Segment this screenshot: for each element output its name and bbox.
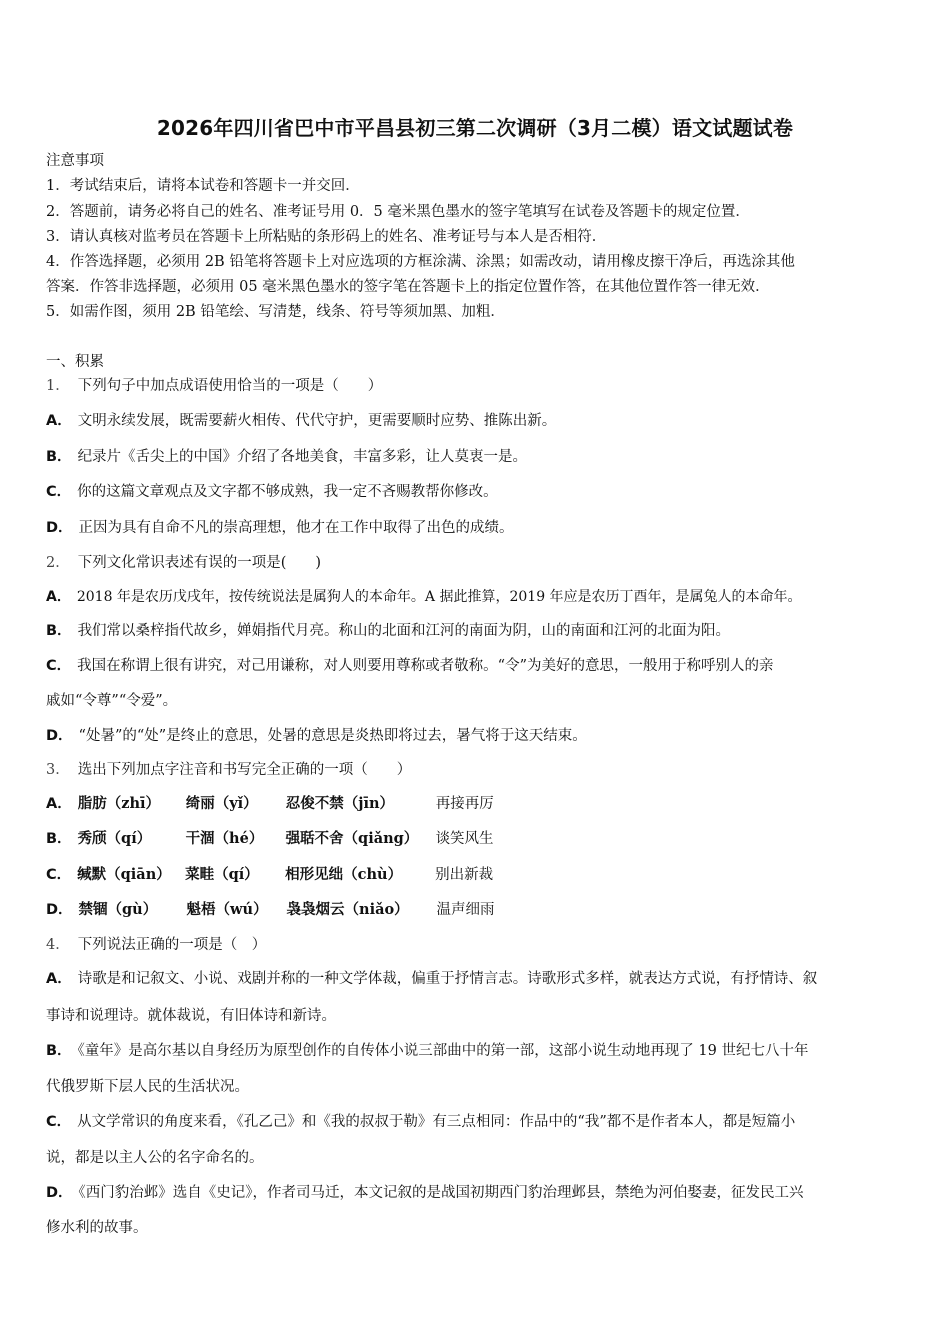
q3-option-a [46, 794, 494, 814]
option-cell: 菜畦（qí） [185, 866, 259, 883]
q4-option-c [46, 1112, 795, 1132]
option-cell: 强聒不舍（qiǎng） [285, 830, 419, 847]
option-cell: 谈笑风生 [435, 831, 494, 847]
q1-option-c [46, 482, 498, 502]
question-text: 选出下列加点字注音和书写完全正确的一项（ ） [77, 762, 412, 778]
notice-item: 3．请认真核对监考员在答题卡上所粘贴的条形码上的姓名、准考证号与本人是否相符． [46, 229, 607, 245]
question-text: 下列说法正确的一项是（ ） [77, 937, 267, 953]
option-label: D． [46, 902, 73, 918]
section-heading: 一、积累 [46, 354, 104, 370]
option-label: B． [46, 831, 72, 847]
option-label: C． [46, 658, 72, 674]
option-cell: 再接再厉 [435, 796, 494, 812]
q4-option-b-cont: 代俄罗斯下层人民的生活状况。 [46, 1079, 249, 1095]
option-label: C． [46, 1114, 72, 1130]
notice-item: 答案．作答非选择题，必须用 05 毫米黑色墨水的签字笔在答题卡上的指定位置作答，在其他位置作答一律无效． [46, 279, 770, 295]
question-number: 2． [46, 555, 70, 571]
q3-option-c [46, 865, 493, 885]
q4-option-d-cont: 修水利的故事。 [46, 1220, 148, 1236]
question-number: 4． [46, 937, 70, 953]
question-number: 1． [46, 378, 70, 394]
option-text: “处暑”的“处”是终止的意思，处暑的意思是炎热即将过去，暑气将于这天结束。 [78, 728, 587, 744]
question-text: 下列文化常识表述有误的一项是( ) [77, 555, 322, 571]
q1-option-d [46, 518, 514, 538]
question-3-stem [46, 760, 411, 780]
option-cell: 忍俊不禁（jīn） [285, 795, 395, 812]
q4-option-a [46, 969, 817, 989]
option-cell: 缄默（qiān） [77, 866, 171, 883]
option-text: 《童年》是高尔基以自身经历为原型创作的自传体小说三部曲中的第一部，这部小说生动地再现了 19 世纪七八十年 [77, 1043, 809, 1059]
notice-item: 5．如需作图，须用 2B 铅笔绘、写清楚，线条、符号等须加黑、加粗． [46, 304, 505, 320]
option-label: A． [46, 413, 72, 429]
q3-option-d [46, 900, 495, 920]
option-cell: 袅袅烟云（niǎo） [286, 901, 409, 918]
question-4-stem [46, 935, 266, 955]
question-text: 下列句子中加点成语使用恰当的一项是（ ） [77, 378, 383, 394]
option-text: 从文学常识的角度来看，《孔乙己》和《我的叔叔于勒》有三点相同：作品中的“我”都不是作者本人，都是短篇小 [77, 1114, 796, 1130]
option-cell: 相形见绌（chù） [285, 866, 403, 883]
option-label: A． [46, 971, 72, 987]
q4-option-d [46, 1183, 804, 1203]
option-text: 2018 年是农历戊戌年，按传统说法是属狗人的本命年。A 据此推算，2019 年应是农历丁酉年，是属兔人的本命年。 [76, 589, 802, 605]
option-cell: 禁锢（gù） [78, 901, 158, 918]
option-label: C． [46, 484, 72, 500]
option-cell: 秀颀（qí） [77, 830, 152, 847]
q2-option-c [46, 656, 773, 676]
option-label: A． [46, 589, 71, 605]
question-number: 3． [46, 762, 70, 778]
option-label: B． [46, 449, 72, 465]
option-label: D． [46, 728, 73, 744]
option-label: D． [46, 1185, 73, 1201]
option-label: B． [46, 1043, 72, 1059]
option-text: 诗歌是和记叙文、小说、戏剧并称的一种文学体裁，偏重于抒情言志。诗歌形式多样，就表达方式说，有抒情诗、叙 [77, 971, 818, 987]
question-2-stem [46, 553, 321, 573]
q1-option-a [46, 411, 556, 431]
option-label: B． [46, 623, 72, 639]
q4-option-a-cont: 事诗和说理诗。就体裁说，有旧体诗和新诗。 [46, 1008, 336, 1024]
option-text: 《西门豹治邺》选自《史记》，作者司马迁，本文记叙的是战国初期西门豹治理邺县，禁绝为河伯娶妻，征发民工兴 [78, 1185, 804, 1201]
notice-item: 2．答题前，请务必将自己的姓名、准考证号用 0．5 毫米黑色墨水的签字笔填写在试卷及答题卡的规定位置． [46, 204, 750, 220]
q1-option-b [46, 447, 527, 467]
notice-item: 4．作答选择题，必须用 2B 铅笔将答题卡上对应选项的方框涂满、涂黑；如需改动，请用橡皮擦干净后，再选涂其他 [46, 254, 795, 270]
option-text: 你的这篇文章观点及文字都不够成熟，我一定不吝赐教帮你修改。 [77, 484, 498, 500]
q3-option-b [46, 829, 494, 849]
q4-option-b [46, 1041, 808, 1061]
option-text: 文明永续发展，既需要薪火相传、代代守护，更需要顺时应势、推陈出新。 [77, 413, 557, 429]
q2-option-c-cont: 戚如“令尊”“令爱”。 [46, 693, 178, 709]
q4-option-c-cont: 说，都是以主人公的名字命名的。 [46, 1150, 264, 1166]
option-text: 正因为具有自命不凡的崇高理想，他才在工作中取得了出色的成绩。 [78, 520, 514, 536]
notice-item: 1．考试结束后，请将本试卷和答题卡一并交回． [46, 178, 360, 194]
page-title: 2026年四川省巴中市平昌县初三第二次调研（3月二模）语文试题试卷 [156, 116, 794, 140]
option-cell: 脂肪（zhī） [77, 795, 161, 812]
question-1-stem [46, 376, 382, 396]
option-label: D． [46, 520, 73, 536]
option-cell: 绮丽（yǐ） [185, 795, 258, 812]
option-text: 我们常以桑梓指代故乡，婵娟指代月亮。称山的北面和江河的南面为阴，山的南面和江河的北面为阳。 [77, 623, 731, 639]
option-label: C． [46, 867, 72, 883]
q2-option-b [46, 621, 730, 641]
option-text: 我国在称谓上很有讲究，对己用谦称，对人则要用尊称或者敬称。“令”为美好的意思，一般用于称呼别人的亲 [77, 658, 774, 674]
option-cell: 别出新裁 [435, 867, 494, 883]
option-cell: 魁梧（wú） [186, 901, 268, 918]
option-label: A． [46, 796, 72, 812]
option-cell: 干涸（hé） [185, 830, 264, 847]
option-cell: 温声细雨 [436, 902, 495, 918]
option-text: 纪录片《舌尖上的中国》介绍了各地美食，丰富多彩，让人莫衷一是。 [77, 449, 528, 465]
notice-heading: 注意事项 [46, 153, 104, 169]
q2-option-a [46, 587, 802, 607]
q2-option-d [46, 726, 587, 746]
